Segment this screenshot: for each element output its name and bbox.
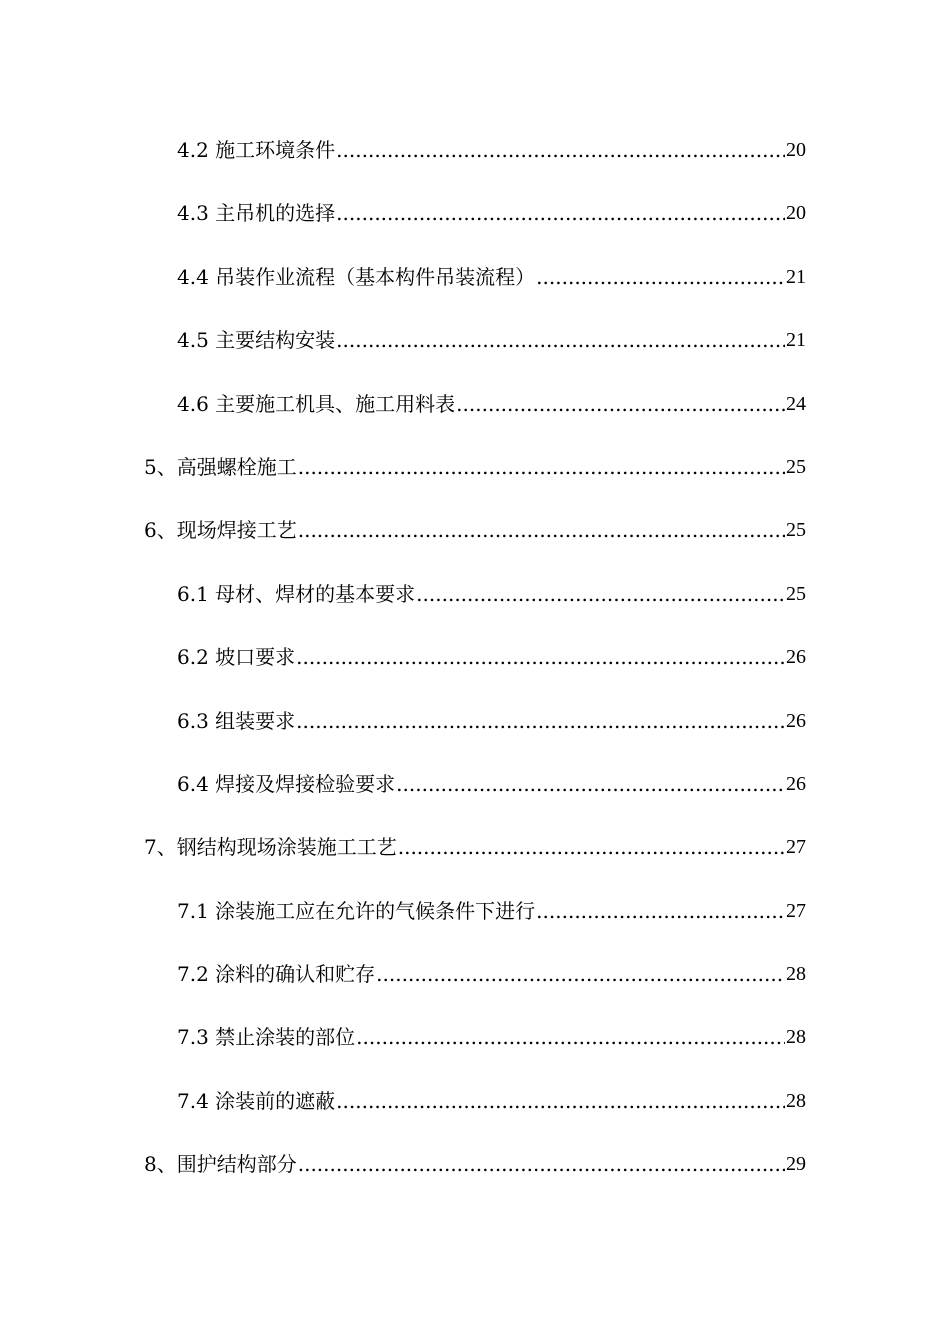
- toc-entry-page: 28: [786, 1089, 806, 1112]
- toc-entry-title: 7.4 涂装前的遮蔽: [177, 1088, 336, 1113]
- toc-dot-leader: [336, 135, 785, 165]
- toc-dot-leader: [376, 959, 785, 989]
- toc-dot-leader: [356, 1022, 785, 1052]
- toc-entry-title: 4.3 主吊机的选择: [177, 201, 336, 226]
- toc-entry[interactable]: [0, 1149, 950, 1212]
- toc-entry-title: 4.6 主要施工机具、施工用料表: [177, 391, 456, 416]
- toc-entry-page: 24: [786, 392, 806, 415]
- toc-entry-page: 27: [786, 836, 806, 859]
- toc-entry-page: 26: [786, 772, 806, 795]
- toc-dot-leader: [398, 832, 785, 862]
- toc-dot-leader: [336, 198, 785, 228]
- toc-entry-page: 28: [786, 1026, 806, 1049]
- toc-dot-leader: [416, 579, 785, 609]
- toc-entry-title: 7.3 禁止涂装的部位: [177, 1025, 356, 1050]
- toc-entry-title: 8、围护结构部分: [144, 1152, 297, 1177]
- toc-entry[interactable]: [0, 1022, 950, 1085]
- toc-entry-title: 7、钢结构现场涂装施工工艺: [144, 835, 397, 860]
- toc-dot-leader: [298, 515, 785, 545]
- toc-dot-leader: [336, 325, 785, 355]
- toc-entry-title: 6.4 焊接及焊接检验要求: [177, 771, 396, 796]
- toc-entry-title: 7.2 涂料的确认和贮存: [177, 962, 376, 987]
- toc-entry-title: 6.2 坡口要求: [177, 645, 296, 670]
- toc-dot-leader: [336, 1086, 785, 1116]
- toc-entry-page: 21: [786, 265, 806, 288]
- toc-entry-title: 4.4 吊装作业流程（基本构件吊装流程）: [177, 264, 536, 289]
- toc-entry-page: 25: [786, 519, 806, 542]
- toc-entry-page: 20: [786, 139, 806, 161]
- toc-entry[interactable]: [0, 452, 950, 515]
- toc-entry-page: 25: [786, 455, 806, 478]
- toc-dot-leader: [536, 896, 785, 926]
- toc-dot-leader: [296, 642, 785, 672]
- toc-entry-page: 29: [786, 1153, 806, 1176]
- toc-dot-leader: [298, 452, 785, 482]
- toc-dot-leader: [296, 706, 785, 736]
- toc-entry[interactable]: [0, 1086, 950, 1149]
- toc-entry[interactable]: [0, 262, 950, 325]
- toc-entry[interactable]: [0, 959, 950, 1022]
- toc-entry-title: 6.3 组装要求: [177, 708, 296, 733]
- toc-entry-page: 27: [786, 899, 806, 922]
- toc-dot-leader: [456, 389, 785, 419]
- toc-entry[interactable]: [0, 769, 950, 832]
- toc-entry-page: 28: [786, 963, 806, 986]
- toc-entry[interactable]: [0, 706, 950, 769]
- toc-entry-title: 7.1 涂装施工应在允许的气候条件下进行: [177, 898, 536, 923]
- toc-entry[interactable]: [0, 579, 950, 642]
- toc-dot-leader: [396, 769, 785, 799]
- toc-entry-title: 6、现场焊接工艺: [144, 518, 297, 543]
- toc-entry[interactable]: [0, 325, 950, 388]
- table-of-contents: [0, 135, 950, 1213]
- toc-entry-page: 26: [786, 709, 806, 732]
- toc-entry-page: 25: [786, 582, 806, 605]
- toc-entry[interactable]: [0, 896, 950, 959]
- toc-entry-page: 26: [786, 646, 806, 669]
- toc-entry[interactable]: [0, 198, 950, 261]
- toc-entry[interactable]: [0, 515, 950, 578]
- toc-entry-title: 6.1 母材、焊材的基本要求: [177, 581, 416, 606]
- toc-entry-page: 21: [786, 329, 806, 352]
- toc-entry[interactable]: [0, 135, 950, 198]
- toc-entry[interactable]: [0, 832, 950, 895]
- toc-dot-leader: [298, 1149, 785, 1179]
- toc-entry[interactable]: [0, 389, 950, 452]
- toc-entry-title: 4.5 主要结构安装: [177, 328, 336, 353]
- toc-entry-title: 4.2 施工环境条件: [177, 138, 336, 162]
- toc-entry-page: 20: [786, 202, 806, 225]
- toc-dot-leader: [536, 262, 785, 292]
- toc-entry-title: 5、高强螺栓施工: [144, 454, 297, 479]
- toc-entry[interactable]: [0, 642, 950, 705]
